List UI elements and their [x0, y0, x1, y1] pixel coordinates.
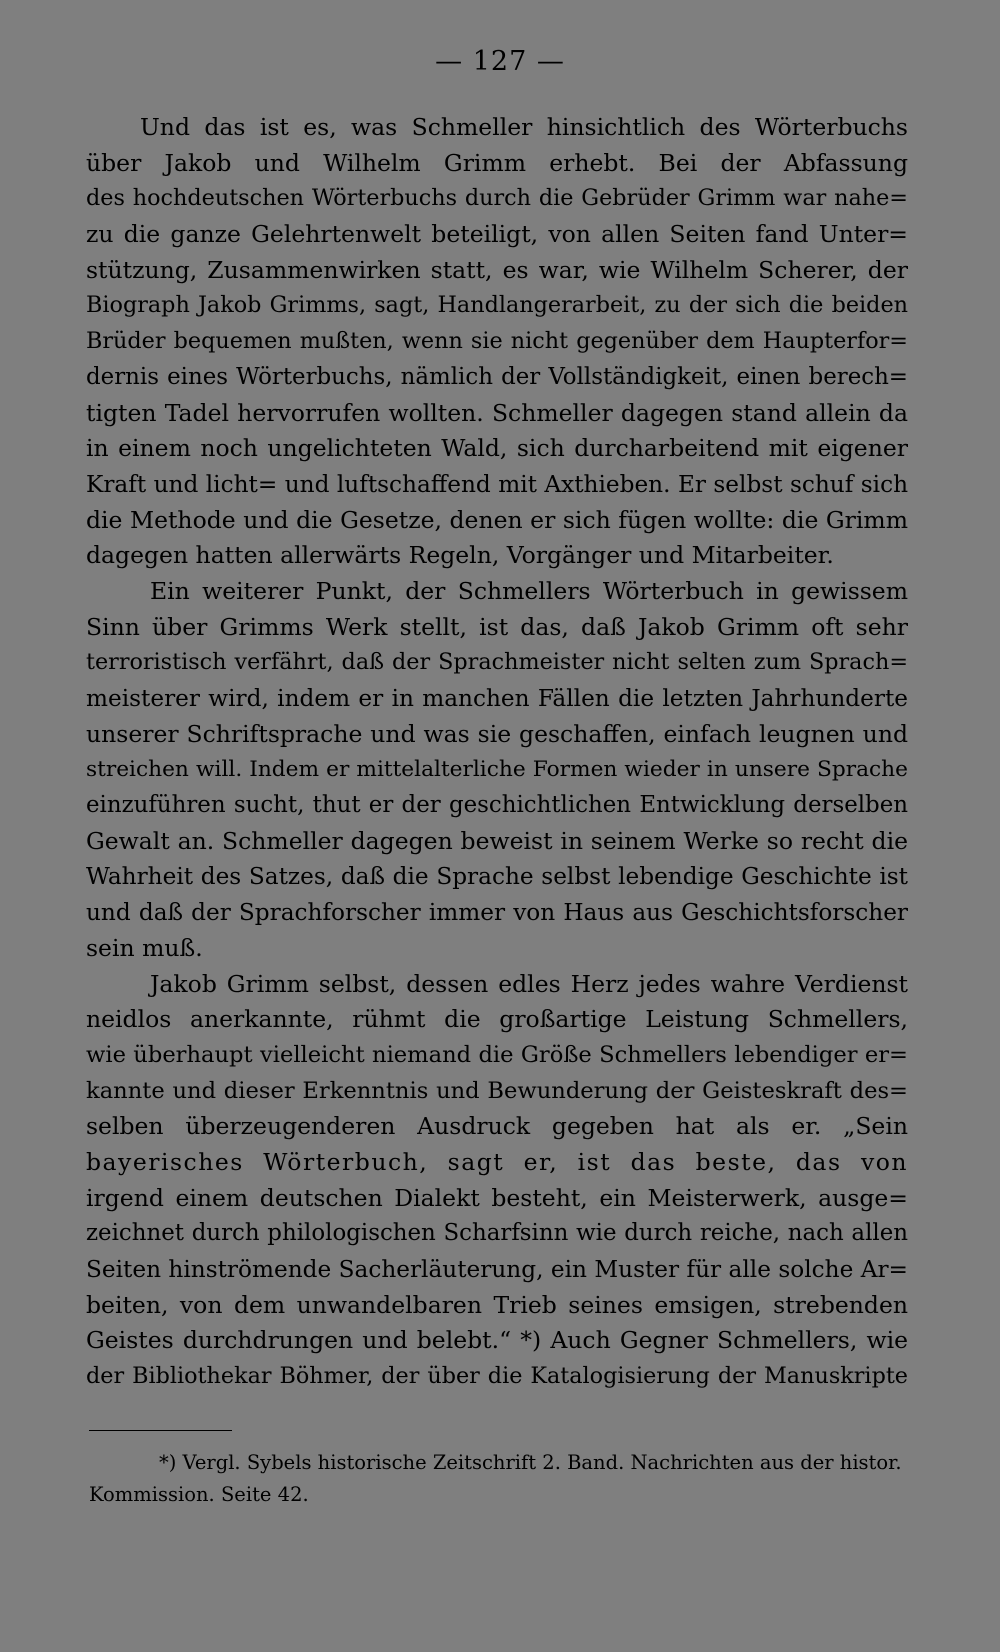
text-line: Biograph Jakob Grimms, sagt, Handlangerarbeit, zu der sich die beiden	[86, 292, 908, 319]
body-text	[86, 110, 908, 1395]
footnote-line: *) Vergl. Sybels historische Zeitschrift 2. Band. Nachrichten aus der histor.	[159, 1451, 902, 1474]
text-line: Kraft und licht= und luftschaffend mit Axthieben. Er selbst schuf sich	[86, 470, 908, 498]
text-line: terroristisch verfährt, daß der Sprachmeister nicht selten zum Sprach=	[86, 649, 908, 676]
text-line: beiten, von dem unwandelbaren Trieb seines emsigen, strebenden	[86, 1290, 908, 1319]
footnote	[89, 1447, 909, 1511]
text-line: der Bibliothekar Böhmer, der über die Katalogisierung der Manuskripte	[86, 1363, 908, 1390]
text-line: Sinn über Grimms Werk stellt, ist das, daß Jakob Grimm oft sehr	[86, 612, 908, 641]
text-line: wie überhaupt vielleicht niemand die Größe Schmellers lebendiger er=	[86, 1041, 908, 1068]
text-line: streichen will. Indem er mittelalterliche Formen wieder in unsere Sprache	[86, 757, 908, 783]
text-line: dagegen hatten allerwärts Regeln, Vorgänger und Mitarbeiter.	[86, 541, 834, 570]
text-line: die Methode und die Gesetze, denen er sich fügen wollte: die Grimm	[86, 505, 908, 534]
page-number: — 127 —	[435, 46, 565, 77]
text-line: des hochdeutschen Wörterbuchs durch die Gebrüder Grimm war nahe=	[86, 185, 908, 212]
text-line: bayerisches Wörterbuch, sagt er, ist das beste, das von	[86, 1147, 908, 1176]
text-line: einzuführen sucht, thut er der geschichtlichen Entwicklung derselben	[86, 792, 908, 819]
text-line: und daß der Sprachforscher immer von Haus aus Geschichtsforscher	[86, 899, 908, 927]
text-line: tigten Tadel hervorrufen wollten. Schmeller dagegen stand allein da	[86, 398, 908, 427]
text-line: unserer Schriftsprache und was sie geschaffen, einfach leugnen und	[86, 719, 908, 748]
text-line: zu die ganze Gelehrtenwelt beteiligt, von allen Seiten fand Unter=	[86, 220, 908, 249]
text-line: Brüder bequemen mußten, wenn sie nicht gegenüber dem Haupterfor=	[86, 328, 908, 355]
text-line: stützung, Zusammenwirken statt, es war, wie Wilhelm Scherer, der	[86, 255, 908, 284]
text-line: in einem noch ungelichteten Wald, sich durcharbeitend mit eigener	[86, 434, 908, 463]
text-line: Ein weiterer Punkt, der Schmellers Wörterbuch in gewissem	[150, 576, 908, 605]
text-line: selben überzeugenderen Ausdruck gegeben hat als er. „Sein	[86, 1112, 908, 1141]
text-line: sein muß.	[86, 933, 203, 962]
text-line: kannte und dieser Erkenntnis und Bewunderung der Geisteskraft des=	[86, 1077, 908, 1104]
text-line: neidlos anerkannte, rühmt die großartige Leistung Schmellers,	[86, 1005, 908, 1034]
text-line: Gewalt an. Schmeller dagegen beweist in seinem Werke so recht die	[86, 826, 908, 855]
text-line: Seiten hinströmende Sacherläuterung, ein Muster für alle solche Ar=	[86, 1256, 908, 1283]
footnote-divider	[89, 1430, 232, 1431]
text-line: dernis eines Wörterbuchs, nämlich der Vollständigkeit, einen berech=	[86, 363, 908, 390]
text-line: Geistes durchdrungen und belebt.“ *) Auch Gegner Schmellers, wie	[86, 1326, 908, 1355]
text-line: irgend einem deutschen Dialekt besteht, ein Meisterwerk, ausge=	[86, 1183, 908, 1212]
footnote-line: Kommission. Seite 42.	[89, 1483, 309, 1506]
text-line: Und das ist es, was Schmeller hinsichtlich des Wörterbuchs	[140, 113, 908, 141]
text-line: meisterer wird, indem er in manchen Fällen die letzten Jahrhunderte	[86, 685, 908, 712]
text-line: Jakob Grimm selbst, dessen edles Herz jedes wahre Verdienst	[150, 969, 908, 998]
text-line: zeichnet durch philologischen Scharfsinn wie durch reiche, nach allen	[86, 1220, 908, 1247]
text-line: Wahrheit des Satzes, daß die Sprache selbst lebendige Geschichte ist	[86, 863, 908, 891]
text-line: über Jakob und Wilhelm Grimm erhebt. Bei der Abfassung	[86, 148, 908, 177]
